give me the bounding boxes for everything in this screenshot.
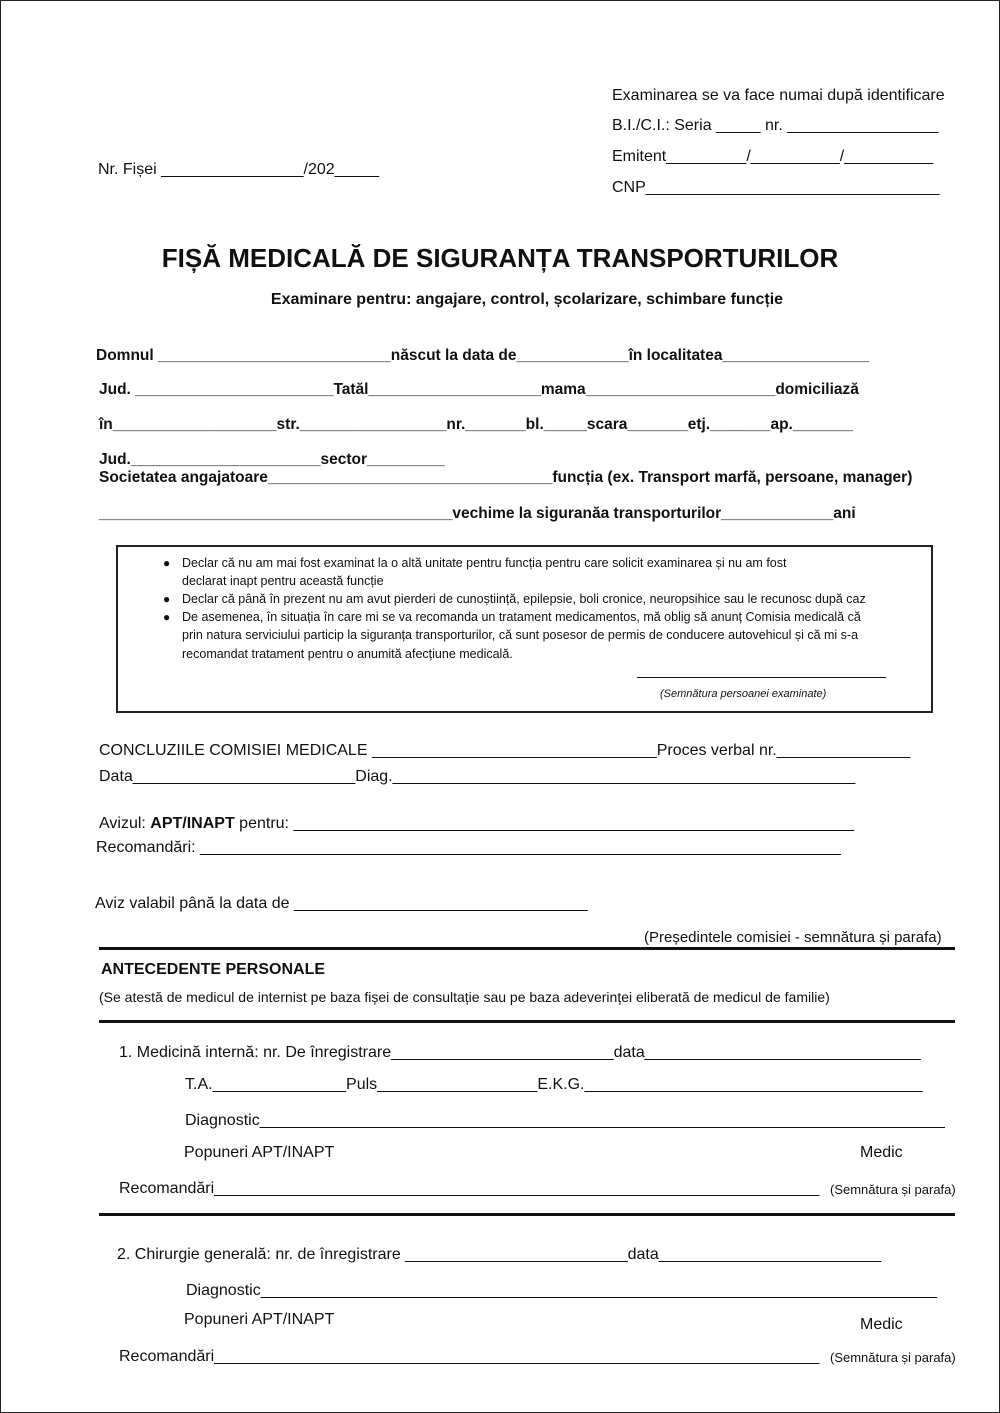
page-title: FIȘĂ MEDICALĂ DE SIGURANȚA TRANSPORTURILOR [161,243,839,273]
declaration-item-3c: recomandat tratament pentru o anumită afecțiune medicală. [182,647,513,661]
bullet-icon: ● [163,556,171,570]
section1-proposals: Popuneri APT/INAPT [184,1144,335,1161]
aviz-line: pentru: _______________________________________________________________ [234,815,855,832]
fisa-number-field[interactable]: Nr. Fișei ________________/202_____ [98,161,380,178]
personal-row-1[interactable]: Domnul ___________________________născut la data de_____________în localitatea_________________ [96,347,870,364]
id-note: Examinarea se va face numai după identificare [612,87,945,104]
antecedente-heading: ANTECEDENTE PERSONALE [101,961,326,978]
commission-date-diag-field[interactable]: Data_________________________Diag.____________________________________________________ [99,768,856,785]
section2-title-field[interactable]: 2. Chirurgie generală: nr. de înregistrare _________________________data_________________________ [117,1246,882,1263]
section1-medic-label: Medic [860,1144,903,1161]
aviz-apt-inapt: APT/INAPT [150,815,235,832]
declaration-item-3a: De asemenea, în situația în care mi se va recomanda un tratament medicamentos, mă oblig să anunț Comisia medicală că [182,610,861,624]
signature-caption: (Semnătura persoanei examinate) [660,688,827,700]
section2-medic-label: Medic [860,1316,903,1333]
id-issuer-field[interactable]: Emitent_________/__________/__________ [612,148,934,165]
section1-signature-caption: (Semnătura și parafa) [830,1182,956,1197]
cnp-field[interactable]: CNP_________________________________ [612,179,940,196]
personal-row-6[interactable]: _________________________________________vechime la siguranăa transporturilor_____________ani [99,505,856,522]
personal-row-4[interactable]: Jud.______________________sector_________ [99,451,445,468]
signature-line[interactable] [637,677,886,678]
bullet-icon: ● [163,610,171,624]
bullet-icon: ● [163,592,171,606]
section2-signature-caption: (Semnătura și parafa) [830,1350,956,1365]
president-signature-caption: (Președintele comisiei - semnătura și parafa) [644,929,942,946]
declaration-item-2: Declar că până în prezent nu am avut pierderi de cunoștiință, epilepsie, boli cronice, neuropsihice sau le recunosc după caz [182,592,866,606]
commission-recommendations-field[interactable]: Recomandări: ________________________________________________________________________ [96,839,841,856]
section2-recommendations-field[interactable]: Recomandări____________________________________________________________________ [119,1348,820,1365]
declaration-item-1b: declarat inapt pentru această funcție [182,574,384,588]
personal-row-3[interactable]: în___________________str._________________nr._______bl._____scara_______etj._______ap._______ [99,416,854,433]
divider [99,1020,955,1023]
personal-row-5[interactable]: Societatea angajatoare_________________________________funcția (ex. Transport marfă, persoane, manager) [99,469,913,486]
aviz-label: Avizul: [99,815,151,832]
section1-diagnostic-field[interactable]: Diagnostic_____________________________________________________________________________ [185,1112,945,1129]
declaration-item-3b: prin natura serviciului particip la siguranța transporturilor, că sunt posesor de permis de conducere autovehicul și că mi s-a [182,628,859,642]
id-series-field[interactable]: B.I./C.I.: Seria _____ nr. _________________ [612,117,939,134]
commission-conclusions-field[interactable]: CONCLUZIILE COMISIEI MEDICALE ________________________________Proces verbal nr._______________ [99,742,911,759]
declaration-item-1a: Declar că nu am mai fost examinat la o altă unitate pentru funcția pentru care solicit examinarea și nu am fost [182,556,787,570]
section1-title-field[interactable]: 1. Medicină internă: nr. De înregistrare_________________________data_______________________________ [119,1044,921,1061]
section1-recommendations-field[interactable]: Recomandări____________________________________________________________________ [119,1180,820,1197]
divider [99,947,955,950]
page-subtitle: Examinare pentru: angajare, control, școlarizare, schimbare funcție [270,291,784,308]
antecedente-note: (Se atestă de medicul de internist pe baza fișei de consultație sau pe baza adeverinței eliberată de medicul de familie) [99,989,830,1005]
section2-proposals: Popuneri APT/INAPT [184,1311,335,1328]
personal-row-2[interactable]: Jud. _______________________Tatăl____________________mama______________________domiciliază [99,381,859,398]
aviz-valid-until-field[interactable]: Aviz valabil până la data de _________________________________ [95,895,588,912]
divider [99,1213,955,1216]
section1-ta-puls-ekg-field[interactable]: T.A._______________Puls__________________E.K.G.______________________________________ [185,1076,923,1093]
section2-diagnostic-field[interactable]: Diagnostic____________________________________________________________________________ [186,1282,937,1299]
commission-aviz-field[interactable] [99,815,854,833]
